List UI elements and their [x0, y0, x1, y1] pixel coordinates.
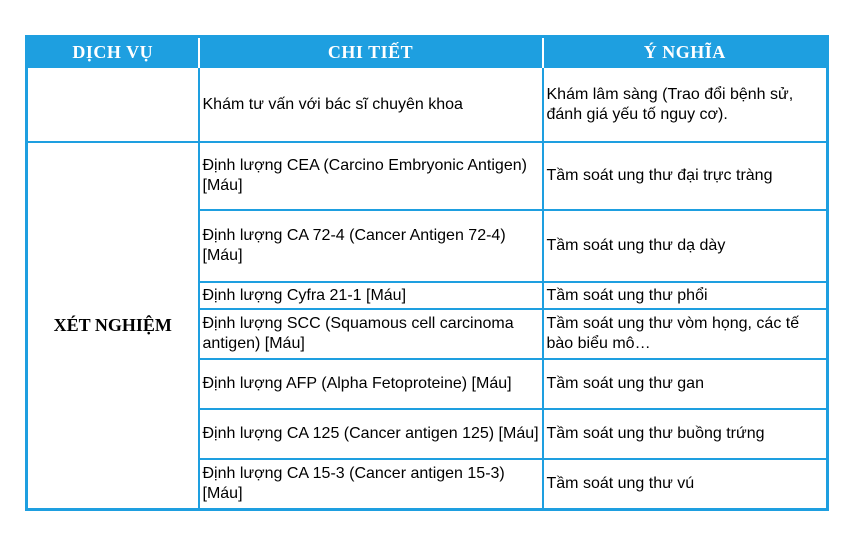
detail-cell: Định lượng CA 72-4 (Cancer Antigen 72-4) [Máu] — [199, 210, 543, 282]
detail-cell: Định lượng AFP (Alpha Fetoproteine) [Máu] — [199, 359, 543, 409]
meaning-cell: Tầm soát ung thư đại trực tràng — [543, 142, 828, 210]
meaning-cell: Tầm soát ung thư vòm họng, các tế bào biểu mô… — [543, 309, 828, 359]
table-row — [27, 67, 828, 142]
service-table — [25, 35, 829, 511]
table-header-row — [27, 37, 828, 68]
meaning-cell: Tầm soát ung thư vú — [543, 459, 828, 509]
table-row — [27, 142, 828, 210]
detail-cell: Khám tư vấn với bác sĩ chuyên khoa — [199, 67, 543, 142]
service-cell — [27, 67, 199, 142]
meaning-cell: Khám lâm sàng (Trao đổi bệnh sử, đánh giá yếu tố nguy cơ). — [543, 67, 828, 142]
meaning-cell: Tầm soát ung thư phổi — [543, 282, 828, 309]
service-cell-xet-nghiem: XÉT NGHIỆM — [27, 142, 199, 509]
detail-cell: Định lượng CEA (Carcino Embryonic Antigen) [Máu] — [199, 142, 543, 210]
meaning-cell: Tầm soát ung thư buồng trứng — [543, 409, 828, 459]
detail-cell: Định lượng SCC (Squamous cell carcinoma antigen) [Máu] — [199, 309, 543, 359]
header-meaning: Ý NGHĨA — [543, 37, 828, 68]
meaning-cell: Tầm soát ung thư dạ dày — [543, 210, 828, 282]
detail-cell: Định lượng Cyfra 21-1 [Máu] — [199, 282, 543, 309]
meaning-cell: Tầm soát ung thư gan — [543, 359, 828, 409]
header-service: DỊCH VỤ — [27, 37, 199, 68]
detail-cell: Định lượng CA 15-3 (Cancer antigen 15-3) [Máu] — [199, 459, 543, 509]
detail-cell: Định lượng CA 125 (Cancer antigen 125) [Máu] — [199, 409, 543, 459]
header-detail: CHI TIẾT — [199, 37, 543, 68]
